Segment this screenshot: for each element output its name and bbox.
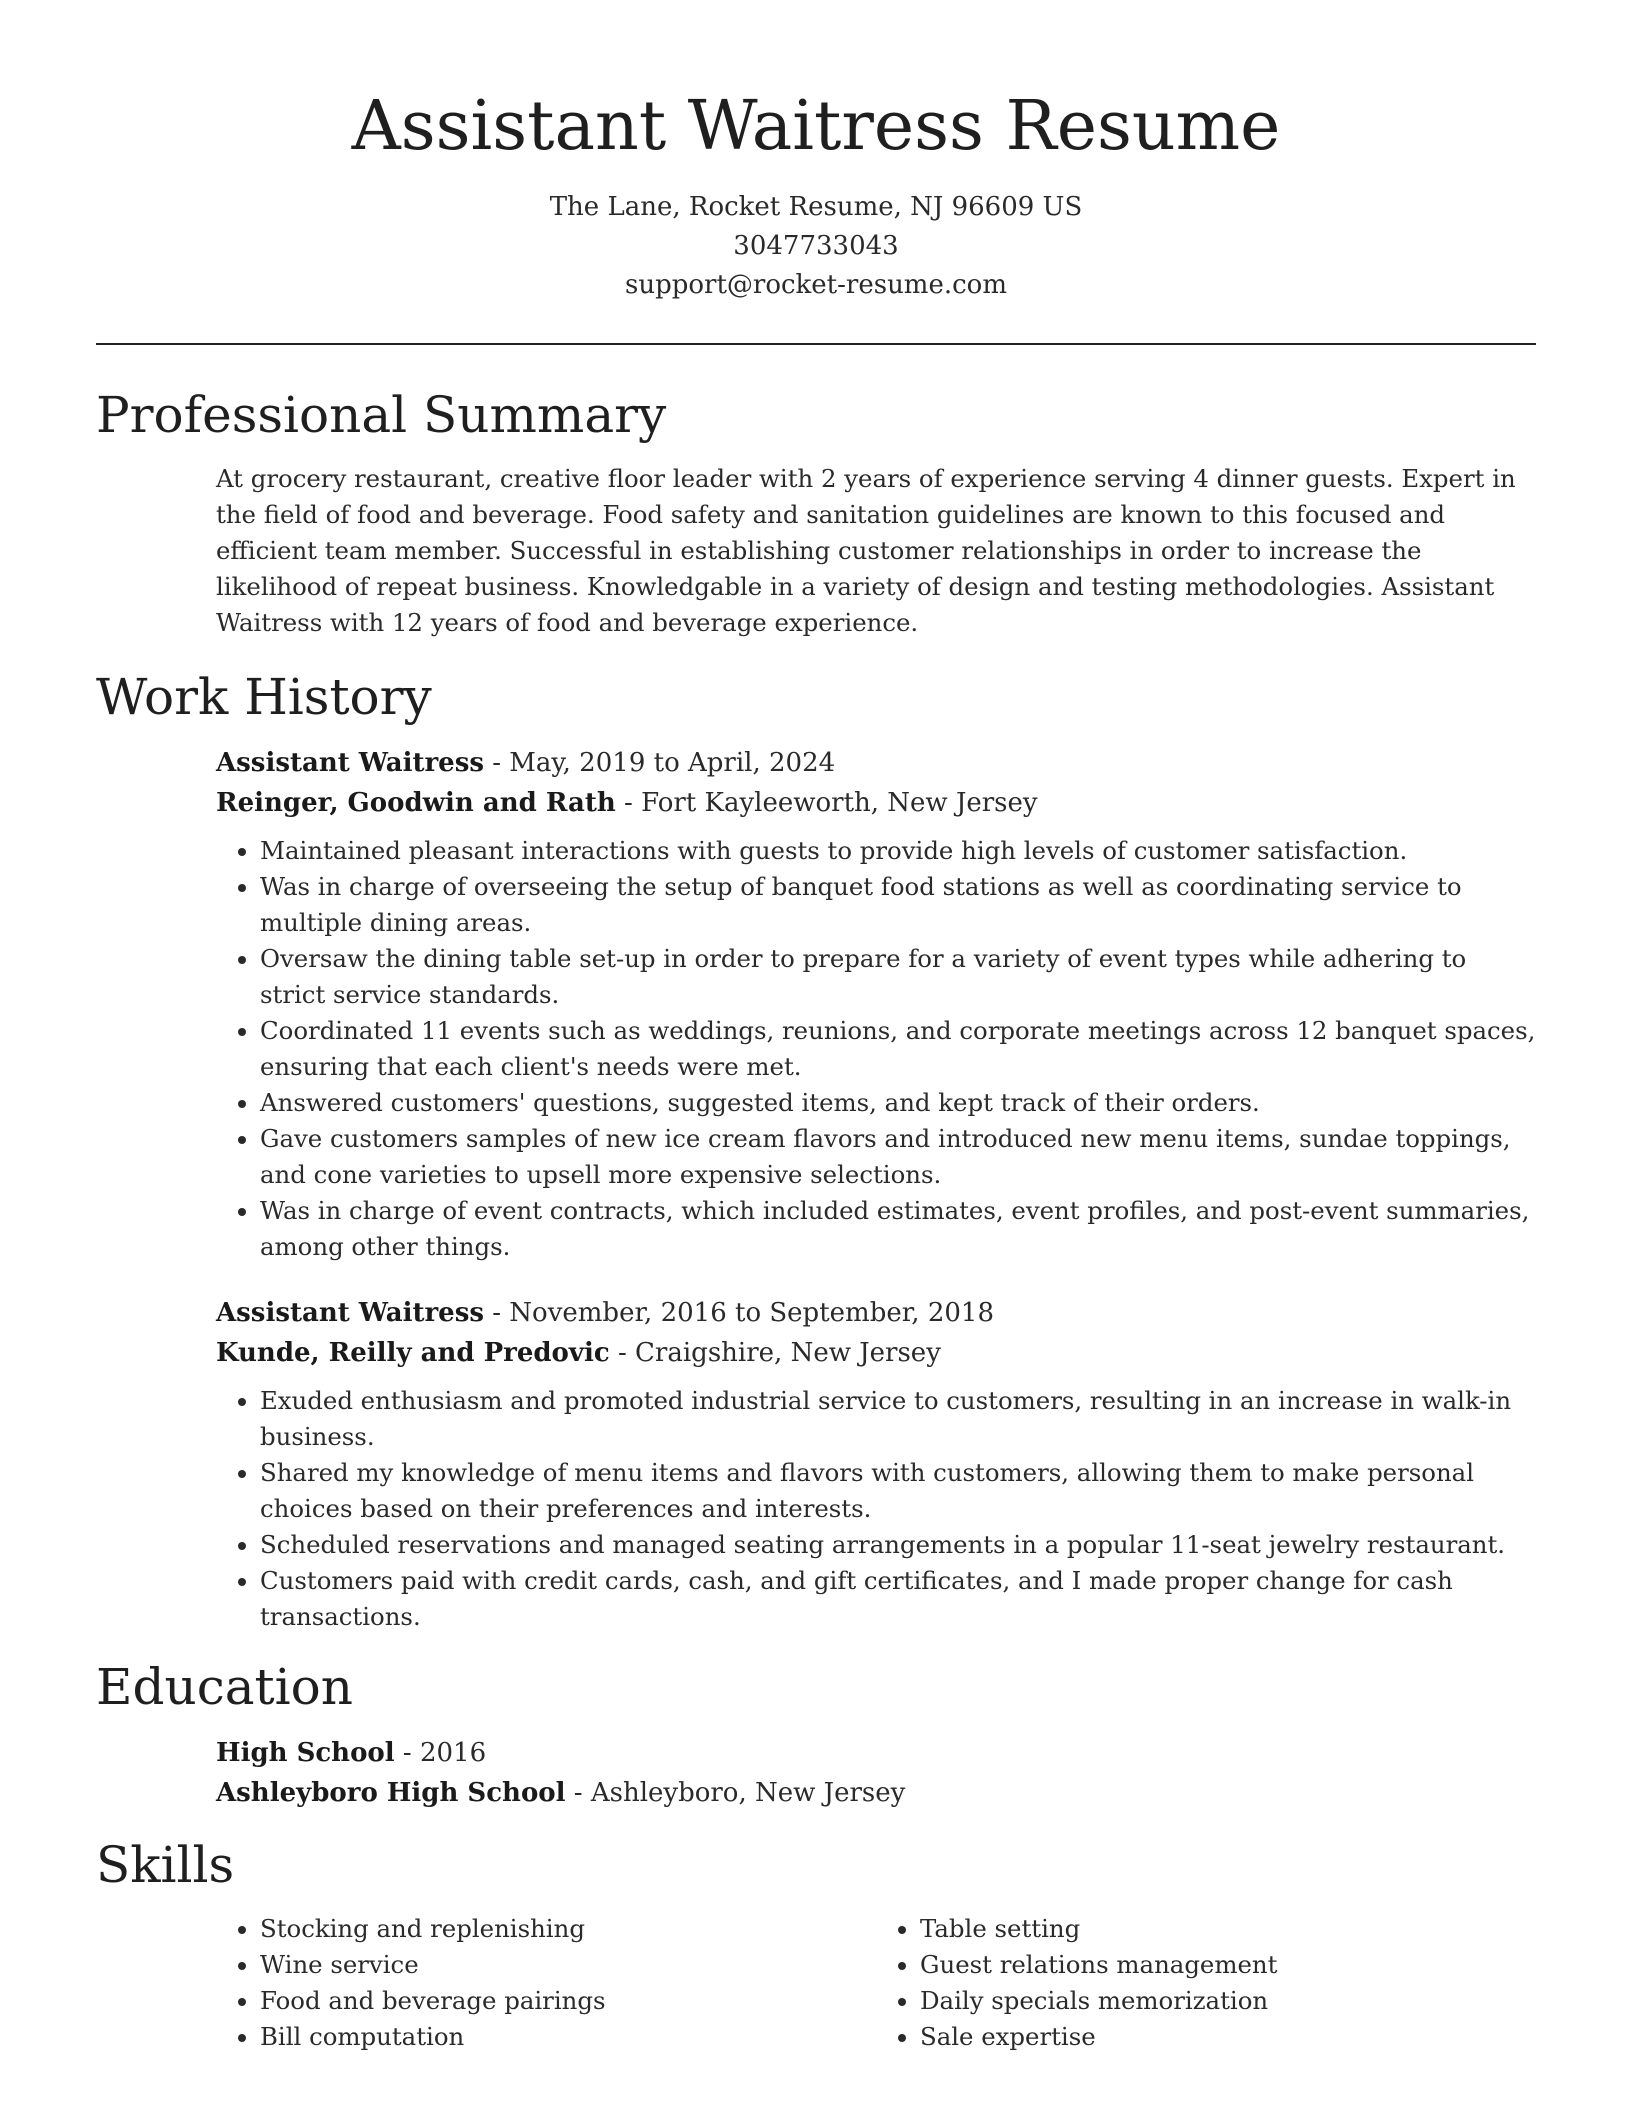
resume-title: Assistant Waitress Resume [351,87,1281,166]
skills-column-left [216,1911,876,2055]
skills-list [216,1911,1536,2055]
skills-column-right [876,1911,1536,2055]
job-entry [216,1293,1536,1635]
skill-item: • Bill computation [260,2019,876,2055]
education-year: - 2016 [394,1738,487,1768]
list-item: • Gave customers samples of new ice cream flavors and introduced new menu items, sundae toppings, and cone varieties to upsell more expensive selections. [260,1121,1536,1193]
skill-item: • Sale expertise [920,2019,1536,2055]
section-title-work-history: Work History [96,668,432,726]
list-item: • Exuded enthusiasm and promoted industrial service to customers, resulting in an increase in walk-in business. [260,1383,1536,1455]
skill-item: • Table setting [920,1911,1536,1947]
education-school: Ashleyboro High School [216,1778,566,1808]
contact-info [96,188,1536,305]
header-divider [96,343,1536,345]
education-location: - Ashleyboro, New Jersey [565,1778,906,1808]
skill-item: • Food and beverage pairings [260,1983,876,2019]
section-title-skills: Skills [96,1836,235,1894]
section-title-education: Education [96,1658,353,1716]
skill-item: • Wine service [260,1947,876,1983]
list-item: • Scheduled reservations and managed seating arrangements in a popular 11-seat jewelry restaurant. [260,1527,1536,1563]
job-dates: - November, 2016 to September, 2018 [483,1298,994,1328]
job-location: - Craigshire, New Jersey [609,1338,941,1368]
summary-text: At grocery restaurant, creative floor leader with 2 years of experience serving 4 dinner guests. Expert in the field of food and beverage. Food safety and sanitation guidelines are known to this focused and efficient team member. Successful in establishing customer relationships in order to increase the likelihood of repeat business. Knowledgable in a variety of design and testing methodologies. Assistant Waitress with 12 years of food and beverage experience. [216,464,1516,637]
list-item: • Was in charge of overseeing the setup of banquet food stations as well as coordinating service to multiple dining areas. [260,869,1536,941]
education-degree-line [216,1733,1536,1773]
list-item: • Coordinated 11 events such as weddings, reunions, and corporate meetings across 12 banquet spaces, ensuring that each client's needs were met. [260,1013,1536,1085]
address: The Lane, Rocket Resume, NJ 96609 US [549,192,1083,222]
section-title-summary: Professional Summary [96,386,667,444]
job-company: Kunde, Reilly and Predovic [216,1338,610,1368]
job-entry [216,743,1536,1265]
job-location: - Fort Kayleeworth, New Jersey [615,788,1038,818]
education-school-line [216,1773,1536,1813]
skill-item: • Daily specials memorization [920,1983,1536,2019]
education-entry [216,1733,1536,1813]
email-address: support@rocket-resume.com [624,270,1007,300]
job-role: Assistant Waitress [216,1298,484,1328]
list-item: • Maintained pleasant interactions with guests to provide high levels of customer satisfaction. [260,833,1536,869]
phone-number: 3047733043 [733,231,899,261]
job-role: Assistant Waitress [216,748,484,778]
skill-item: • Guest relations management [920,1947,1536,1983]
job-duties [216,833,1536,1265]
list-item: • Oversaw the dining table set-up in order to prepare for a variety of event types while adhering to strict service standards. [260,941,1536,1013]
skill-item: • Stocking and replenishing [260,1911,876,1947]
list-item: • Customers paid with credit cards, cash, and gift certificates, and I made proper change for cash transactions. [260,1563,1536,1635]
job-duties [216,1383,1536,1635]
job-company: Reinger, Goodwin and Rath [216,788,616,818]
list-item: • Shared my knowledge of menu items and flavors with customers, allowing them to make personal choices based on their preferences and interests. [260,1455,1536,1527]
job-role-line [216,1293,1536,1333]
resume-header [96,0,1536,305]
list-item: • Answered customers' questions, suggested items, and kept track of their orders. [260,1085,1536,1121]
list-item: • Was in charge of event contracts, which included estimates, event profiles, and post-event summaries, among other things. [260,1193,1536,1265]
job-company-line [216,1333,1536,1373]
job-company-line [216,783,1536,823]
job-role-line [216,743,1536,783]
job-dates: - May, 2019 to April, 2024 [483,748,836,778]
education-degree: High School [216,1738,395,1768]
work-history [216,743,1536,1635]
